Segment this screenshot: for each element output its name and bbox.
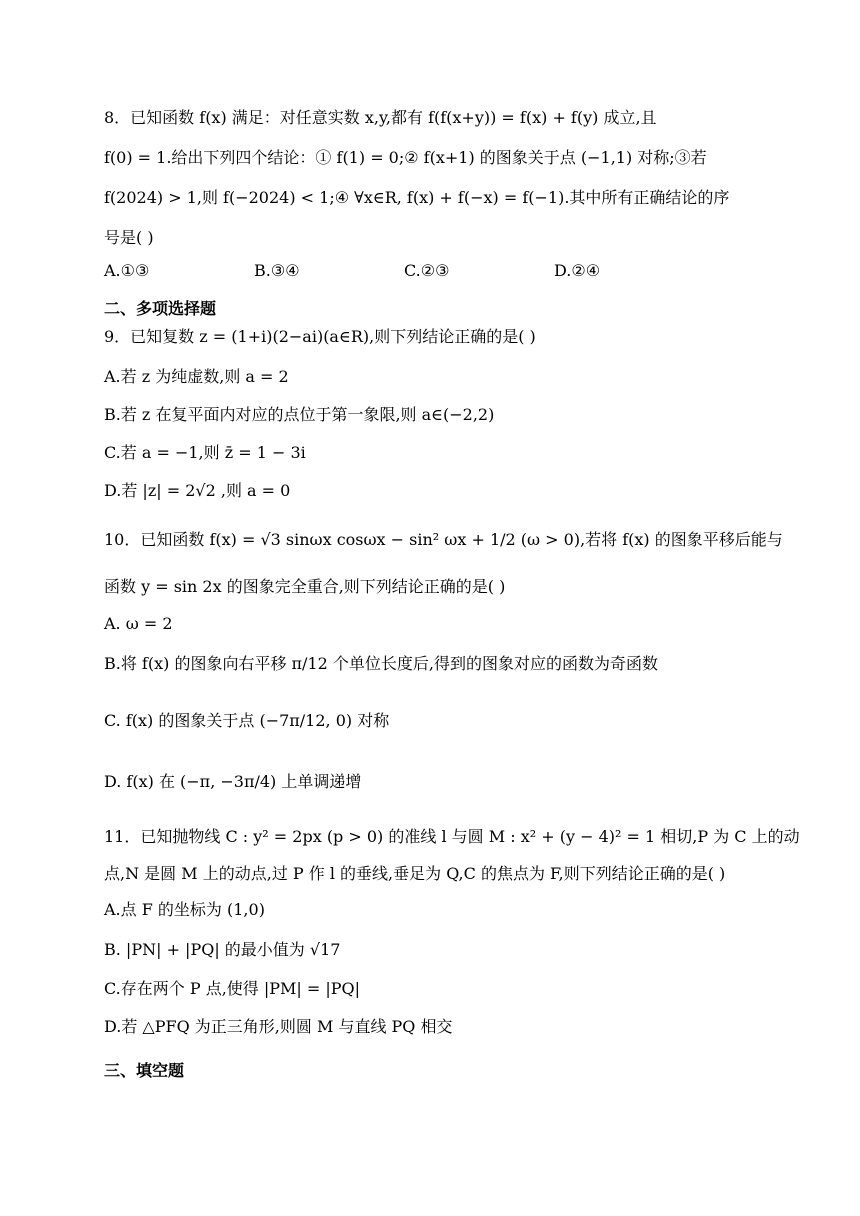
q10-option-a: A. ω = 2 bbox=[104, 614, 173, 633]
q8-line-3: f(2024) > 1,则 f(−2024) < 1;④ ∀x∈R, f(x) + f(−x) = f(−1).其中所有正确结论的序 bbox=[104, 188, 730, 207]
q8-line-4: 号是( ) bbox=[104, 228, 154, 247]
q9-option-a: A.若 z 为纯虚数,则 a = 2 bbox=[104, 367, 289, 386]
section-2-heading: 二、多项选择题 bbox=[104, 299, 217, 318]
q10-stem-1: 10．已知函数 f(x) = √3 sinωx cosωx − sin² ωx + 1/2 (ω > 0),若将 f(x) 的图象平移后能与 bbox=[104, 530, 783, 549]
q11-option-a: A.点 F 的坐标为 (1,0) bbox=[104, 900, 265, 919]
q9-option-b: B.若 z 在复平面内对应的点位于第一象限,则 a∈(−2,2) bbox=[104, 405, 495, 424]
q8-options bbox=[104, 259, 724, 283]
q11-option-b: B. |PN| + |PQ| 的最小值为 √17 bbox=[104, 940, 341, 959]
q10-option-d: D. f(x) 在 (−π, −3π/4) 上单调递增 bbox=[104, 772, 362, 791]
q10-stem-2: 函数 y = sin 2x 的图象完全重合,则下列结论正确的是( ) bbox=[104, 577, 506, 596]
q8-option-c: C.②③ bbox=[404, 261, 450, 280]
q8-line-2: f(0) = 1.给出下列四个结论：① f(1) = 0;② f(x+1) 的图象关于点 (−1,1) 对称;③若 bbox=[104, 148, 707, 167]
q10-option-c: C. f(x) 的图象关于点 (−7π/12, 0) 对称 bbox=[104, 711, 390, 730]
q10-option-b: B.将 f(x) 的图象向右平移 π/12 个单位长度后,得到的图象对应的函数为奇函数 bbox=[104, 654, 658, 673]
q9-option-c: C.若 a = −1,则 z̄ = 1 − 3i bbox=[104, 443, 306, 462]
q11-option-c: C.存在两个 P 点,使得 |PM| = |PQ| bbox=[104, 979, 361, 998]
q8-option-a: A.①③ bbox=[104, 261, 150, 280]
q11-stem-1: 11．已知抛物线 C : y² = 2px (p > 0) 的准线 l 与圆 M : x² + (y − 4)² = 1 相切,P 为 C 上的动 bbox=[104, 827, 800, 846]
q11-stem-2: 点,N 是圆 M 上的动点,过 P 作 l 的垂线,垂足为 Q,C 的焦点为 F,则下列结论正确的是( ) bbox=[104, 864, 726, 883]
q9-option-d: D.若 |z| = 2√2 ,则 a = 0 bbox=[104, 481, 291, 500]
section-3-heading: 三、填空题 bbox=[104, 1061, 185, 1080]
q8-line-1: 8．已知函数 f(x) 满足：对任意实数 x,y,都有 f(f(x+y)) = f(x) + f(y) 成立,且 bbox=[104, 108, 657, 127]
q9-stem: 9．已知复数 z = (1+i)(2−ai)(a∈R),则下列结论正确的是( ) bbox=[104, 327, 536, 346]
q8-option-b: B.③④ bbox=[254, 261, 300, 280]
q11-option-d: D.若 △PFQ 为正三角形,则圆 M 与直线 PQ 相交 bbox=[104, 1017, 453, 1036]
q8-option-d: D.②④ bbox=[554, 261, 601, 280]
